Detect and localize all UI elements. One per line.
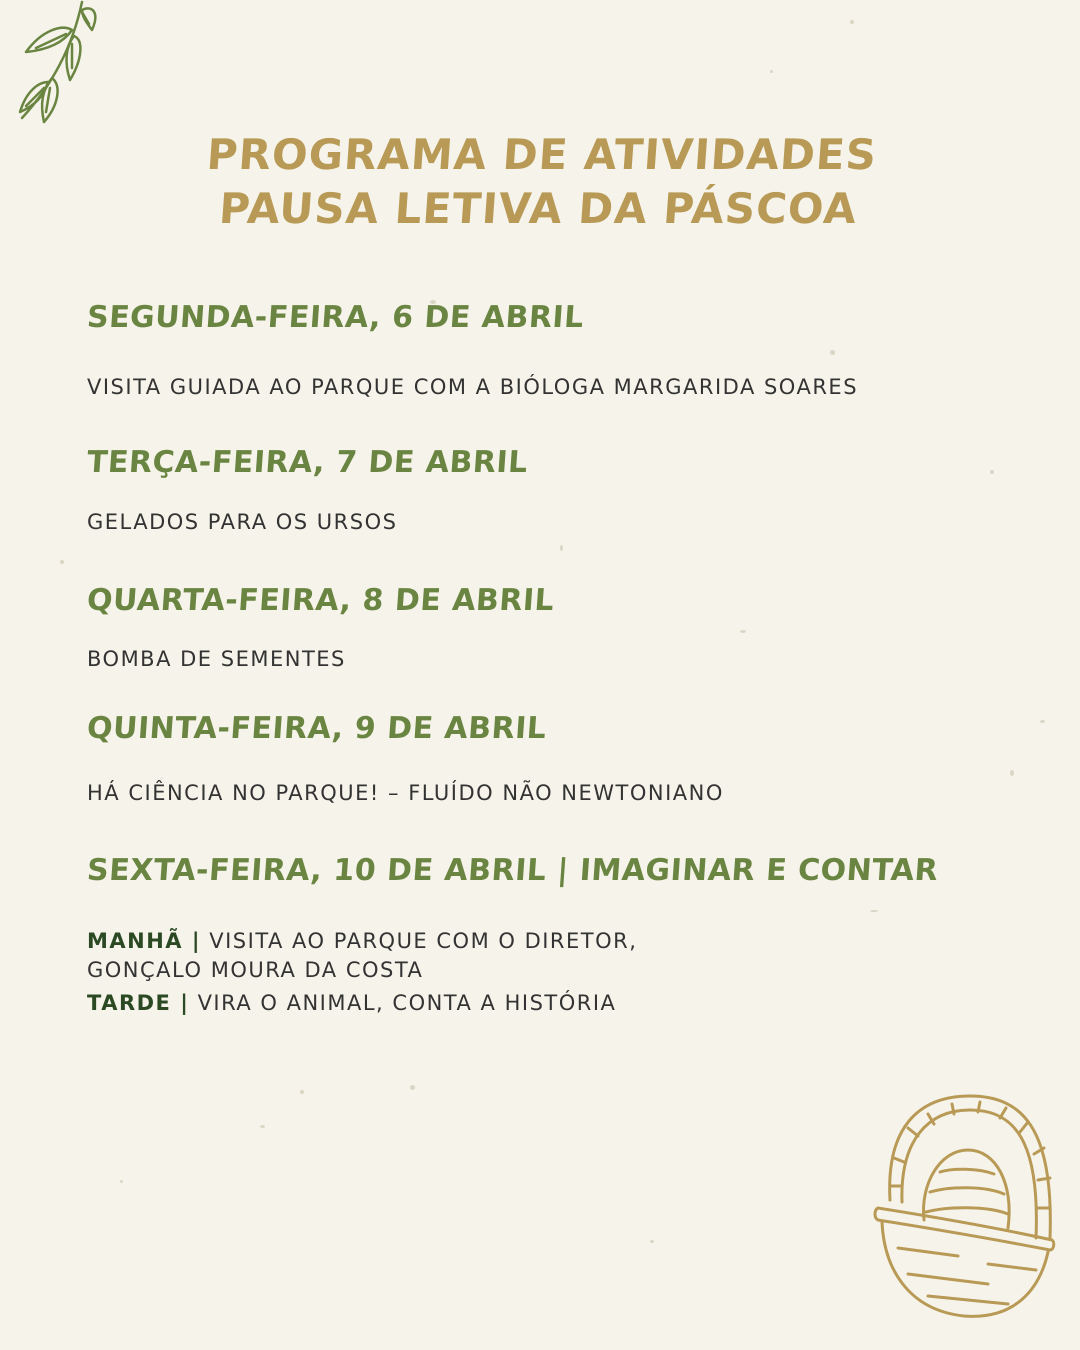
activity-monday: VISITA GUIADA AO PARQUE COM A BIÓLOGA MARGARIDA SOARES	[87, 375, 859, 399]
morning-activity-line-1: VISITA AO PARQUE COM O DIRETOR,	[209, 929, 638, 953]
morning-activity-line-2: GONÇALO MOURA DA COSTA	[87, 958, 424, 982]
day-heading-tuesday: TERÇA-FEIRA, 7 DE ABRIL	[85, 445, 529, 480]
day-heading-friday: SEXTA-FEIRA, 10 DE ABRIL | IMAGINAR E CONTAR	[85, 853, 940, 888]
activity-friday-morning	[87, 929, 637, 953]
day-heading-wednesday: QUARTA-FEIRA, 8 DE ABRIL	[85, 583, 556, 618]
leaf-sprig-icon	[12, 0, 107, 135]
afternoon-label: TARDE |	[87, 991, 190, 1015]
activity-tuesday: GELADOS PARA OS URSOS	[87, 510, 398, 534]
activity-thursday: HÁ CIÊNCIA NO PARQUE! – FLUÍDO NÃO NEWTONIANO	[87, 781, 724, 805]
day-heading-monday: SEGUNDA-FEIRA, 6 DE ABRIL	[85, 300, 585, 335]
activity-wednesday: BOMBA DE SEMENTES	[87, 647, 346, 671]
page-title	[0, 128, 1080, 236]
day-heading-thursday: QUINTA-FEIRA, 9 DE ABRIL	[85, 711, 548, 746]
title-line-2: PAUSA LETIVA DA PÁSCOA	[217, 184, 859, 233]
activity-friday-afternoon	[87, 991, 616, 1015]
easter-basket-icon	[868, 1088, 1058, 1323]
morning-label: MANHÃ |	[87, 929, 202, 953]
title-line-1: PROGRAMA DE ATIVIDADES	[205, 130, 879, 179]
afternoon-activity: VIRA O ANIMAL, CONTA A HISTÓRIA	[197, 991, 617, 1015]
